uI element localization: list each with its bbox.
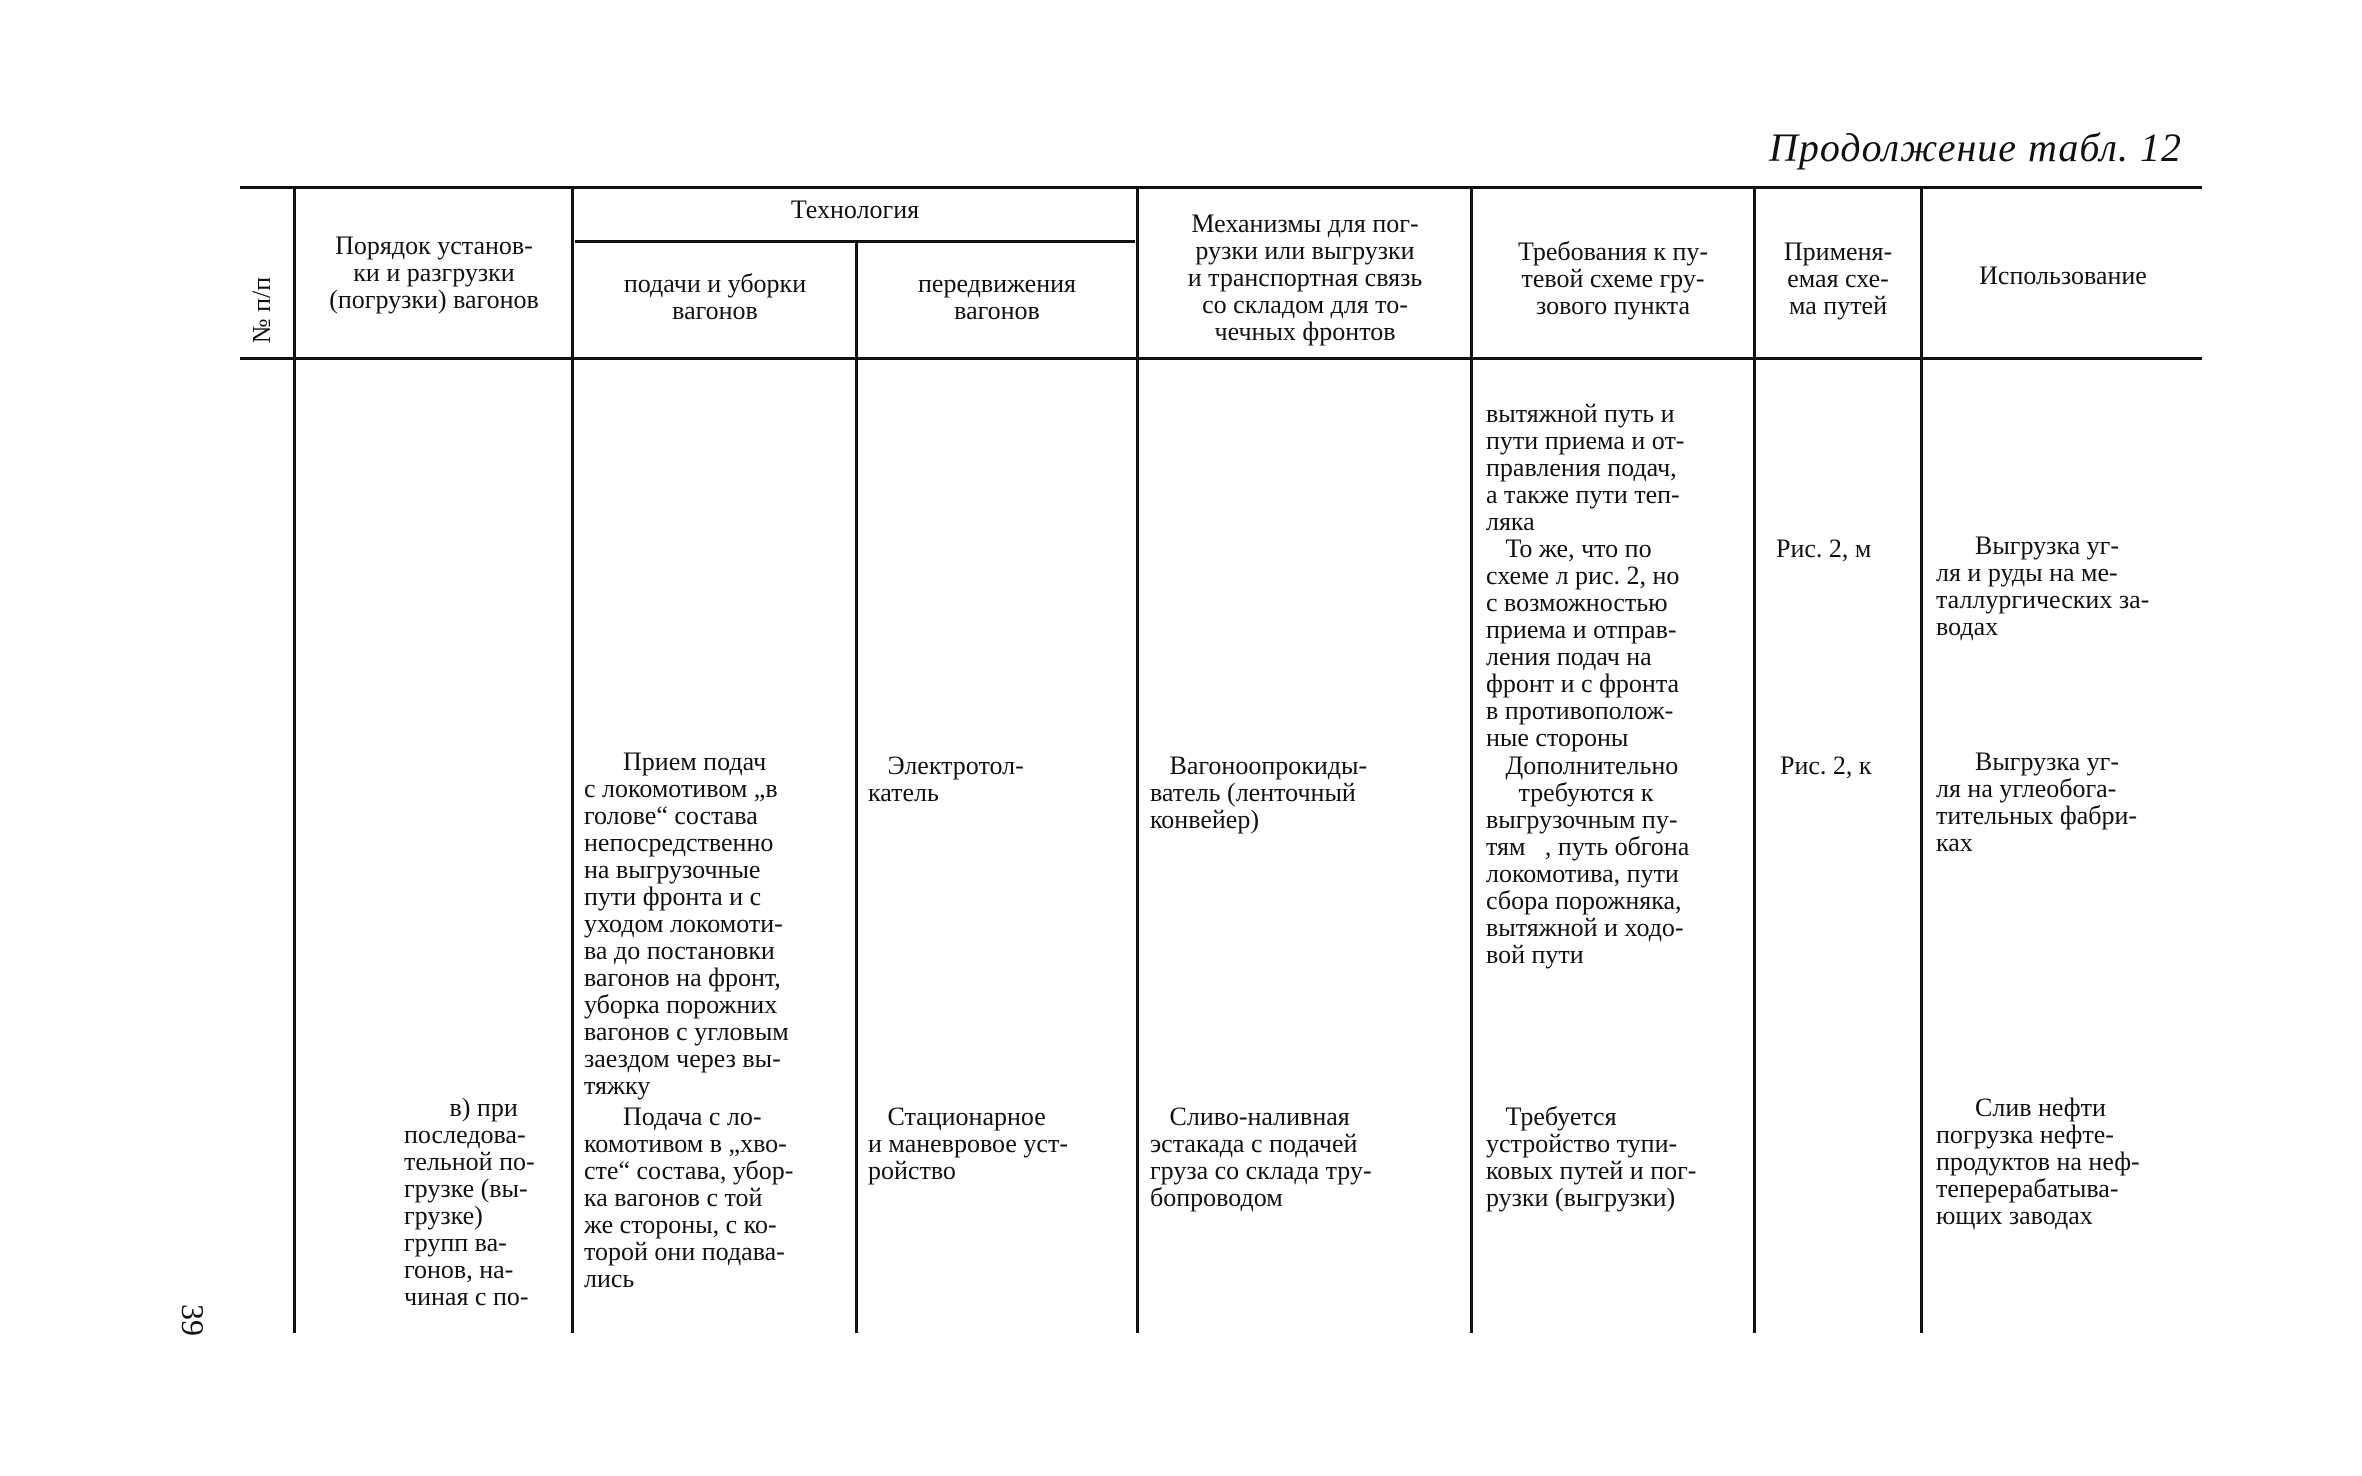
mechanisms-cell-1: Вагоноопрокиды- ватель (ленточный конвейер) bbox=[1150, 751, 1368, 834]
movement-cell-2: Стационарное и маневровое уст- ройство bbox=[868, 1102, 1068, 1185]
table-caption: Продолжение табл. 12 bbox=[1768, 125, 2182, 170]
col-rule-2 bbox=[571, 186, 574, 1333]
requirements-cell-3: Дополнительно требуются к выгрузочным пу- тям , путь обгона локомотива, пути сбора порожняка, вытяжной и ходо- вой пути bbox=[1486, 751, 1690, 969]
col-rule-4 bbox=[1136, 186, 1139, 1333]
page-number: 39 bbox=[175, 1304, 211, 1336]
table-top-rule bbox=[240, 186, 2202, 189]
usage-cell-1: Выгрузка уг- ля и руды на ме- таллургических за- водах bbox=[1936, 531, 2150, 641]
scheme-cell-1: Рис. 2, м bbox=[1776, 534, 1872, 563]
header-mechanisms: Механизмы для пог- рузки или выгрузки и транспортная связь со складом для то- чечных фронтов bbox=[1187, 209, 1423, 346]
supply-cell-2: Подача с ло- комотивом в „хво- сте“ состава, убор- ка вагонов с той же стороны, с ко- торой они подава- лись bbox=[584, 1102, 794, 1293]
header-order: Порядок установ- ки и разгрузки (погрузки) вагонов bbox=[329, 231, 539, 314]
col-rule-3 bbox=[855, 240, 858, 1333]
col-rule-7 bbox=[1920, 186, 1923, 1333]
scheme-cell-2: Рис. 2, к bbox=[1780, 751, 1872, 780]
header-technology: Технология bbox=[790, 195, 920, 224]
usage-cell-2: Выгрузка уг- ля на углеобога- тительных фабри- ках bbox=[1936, 747, 2138, 857]
header-supply: подачи и уборки вагонов bbox=[623, 269, 807, 325]
movement-cell-1: Электротол- катель bbox=[868, 751, 1024, 807]
col-rule-1 bbox=[293, 186, 296, 1333]
header-num: № п/п bbox=[247, 276, 276, 344]
order-cell-2: в) при последова- тельной по- грузке (вы- грузке) групп ва- гонов, на- чиная с по- bbox=[404, 1093, 535, 1311]
header-movement: передвижения вагонов bbox=[917, 269, 1077, 325]
col-rule-5 bbox=[1470, 186, 1473, 1333]
header-usage: Использование bbox=[1979, 261, 2147, 290]
header-scheme: Применя- емая схе- ма путей bbox=[1783, 237, 1893, 320]
header-requirements: Требования к пу- тевой схеме гру- зового пункта bbox=[1517, 237, 1709, 320]
requirements-cell-1: вытяжной путь и пути приема и от- правления подач, а также пути теп- ляка bbox=[1486, 399, 1685, 536]
mechanisms-cell-2: Сливо-наливная эстакада с подачей груза со склада тру- бопроводом bbox=[1150, 1102, 1372, 1212]
requirements-cell-4: Требуется устройство тупи- ковых путей и пог- рузки (выгрузки) bbox=[1486, 1102, 1697, 1212]
supply-cell-1: Прием подач с локомотивом „в голове“ состава непосредственно на выгрузочные пути фронта и с уходом локомоти- ва до постановки вагонов на фронт, уборка порожних вагонов с угловым заездом через вы- тяжку bbox=[584, 747, 789, 1100]
header-bottom-rule bbox=[240, 357, 2202, 360]
col-rule-6 bbox=[1753, 186, 1756, 1333]
requirements-cell-2: То же, что по схеме л рис. 2, но с возможностью приема и отправ- ления подач на фронт и с фронта в противополож- ные стороны bbox=[1486, 534, 1680, 752]
usage-cell-3: Слив нефти погрузка нефте- продуктов на неф- теперерабатыва- ющих заводах bbox=[1936, 1093, 2140, 1230]
